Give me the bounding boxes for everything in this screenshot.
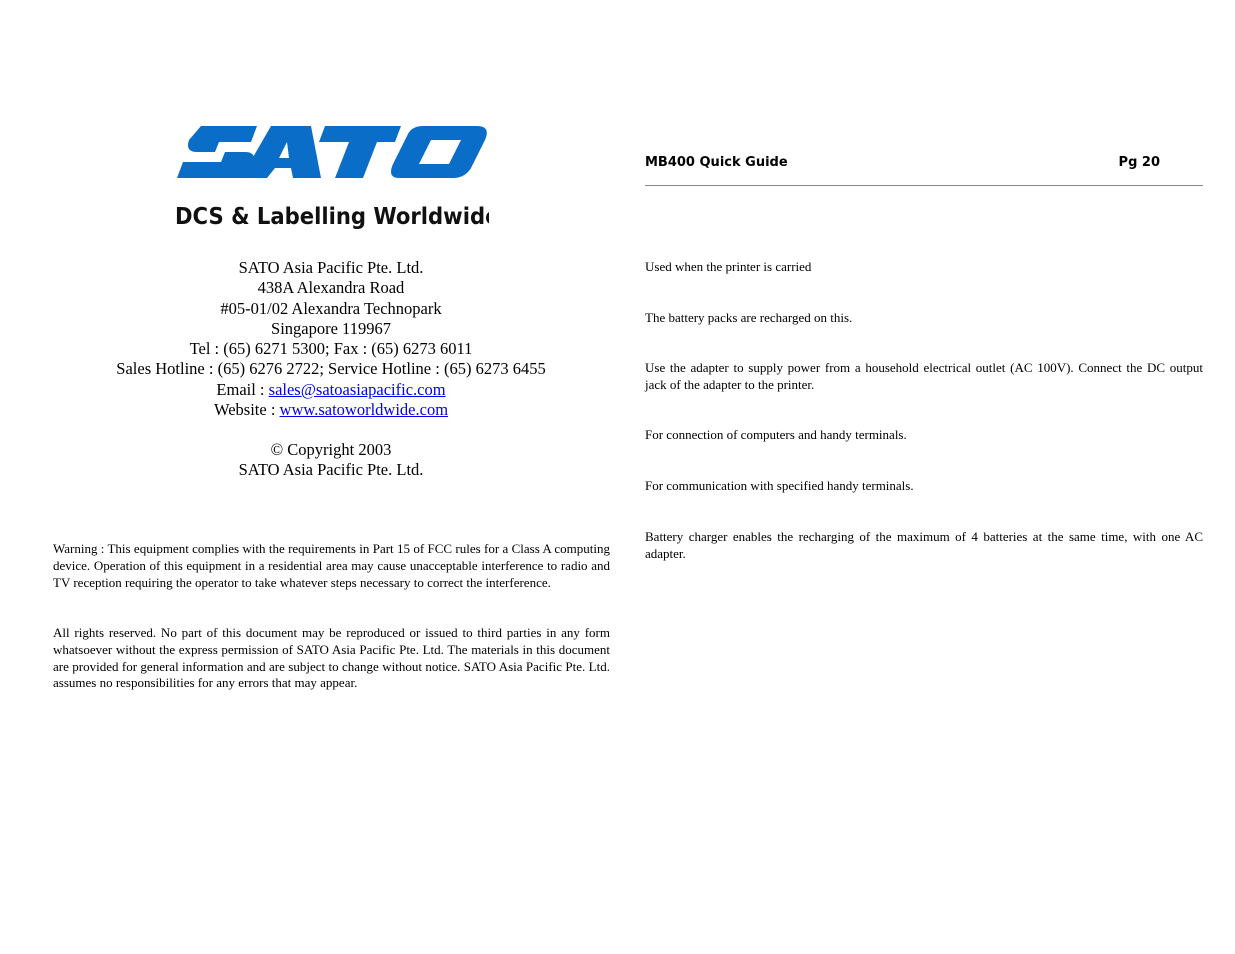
website-line bbox=[52, 400, 610, 420]
header-divider bbox=[645, 185, 1203, 186]
copyright-block bbox=[52, 440, 610, 481]
description-item: Battery charger enables the recharging of the maximum of 4 batteries at the same time, with one AC adapter. bbox=[645, 529, 1203, 561]
city-postcode: Singapore 119967 bbox=[271, 318, 391, 338]
email-link[interactable]: sales@satoasiapacific.com bbox=[268, 379, 446, 399]
copyright-company: SATO Asia Pacific Pte. Ltd. bbox=[238, 460, 424, 480]
email-line bbox=[52, 380, 610, 400]
description-item: For communication with specified handy terminals. bbox=[645, 478, 914, 493]
unit-address: #05-01/02 Alexandra Technopark bbox=[220, 298, 442, 318]
description-item: Used when the printer is carried bbox=[645, 259, 812, 274]
email-label: Email : bbox=[216, 379, 269, 399]
hotlines: Sales Hotline : (65) 6276 2722; Service Hotline : (65) 6273 6455 bbox=[116, 359, 546, 379]
sato-logo-graphic bbox=[175, 124, 489, 234]
website-label: Website : bbox=[213, 400, 280, 420]
sato-logo bbox=[175, 124, 489, 234]
company-name: SATO Asia Pacific Pte. Ltd. bbox=[238, 258, 424, 277]
description-item: For connection of computers and handy terminals. bbox=[645, 427, 907, 442]
copyright-line: © Copyright 2003 bbox=[270, 440, 392, 459]
address-block bbox=[52, 258, 610, 420]
logo-tagline: DCS & Labelling Worldwide bbox=[175, 202, 489, 230]
guide-title: MB400 Quick Guide bbox=[645, 155, 788, 170]
page-number: Pg 20 bbox=[1118, 155, 1160, 170]
page-header bbox=[645, 155, 1160, 170]
tel-fax: Tel : (65) 6271 5300; Fax : (65) 6273 6011 bbox=[189, 339, 473, 359]
description-item: Use the adapter to supply power from a household electrical outlet (AC 100V). Connect the DC output jack of the adapter to the printer. bbox=[645, 360, 1203, 392]
description-item: The battery packs are recharged on this. bbox=[645, 310, 853, 325]
street-address: 438A Alexandra Road bbox=[257, 278, 405, 298]
website-link[interactable]: www.satoworldwide.com bbox=[279, 400, 449, 420]
fcc-warning: Warning : This equipment complies with the requirements in Part 15 of FCC rules for a Class A computing device. Operation of this equipment in a residential area may cause unacceptable interference to radio and TV reception requiring the operator to take whatever steps necessary to correct the interference. bbox=[53, 541, 610, 590]
rights-notice: All rights reserved. No part of this document may be reproduced or issued to third parties in any form whatsoever without the express permission of SATO Asia Pacific Pte. Ltd. The materials in this document are provided for general information and are subject to change without notice. SATO Asia Pacific Pte. Ltd. assumes no responsibilities for any errors that may appear. bbox=[53, 625, 610, 691]
